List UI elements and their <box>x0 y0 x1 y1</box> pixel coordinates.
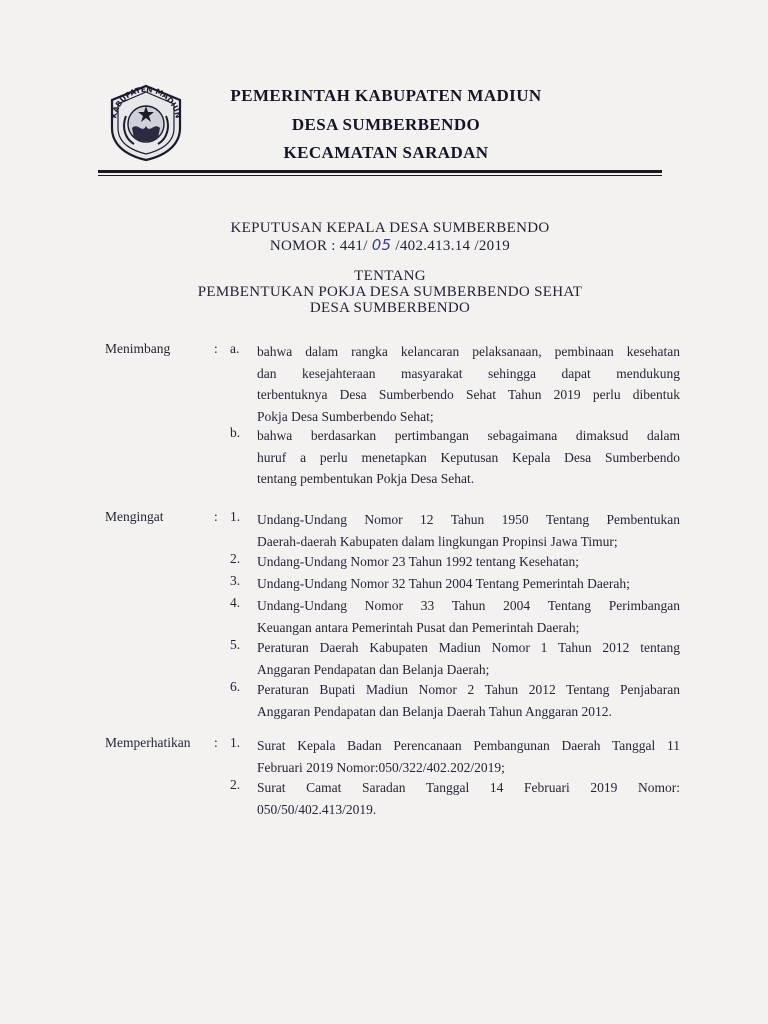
text-line: Undang-Undang Nomor 23 Tahun 1992 tentang Kesehatan; <box>257 554 579 569</box>
item-text <box>257 735 680 778</box>
text-line: Peraturan Daerah Kabupaten Madiun Nomor 1 Tahun 2012 tentang <box>257 640 680 655</box>
item-number: 2. <box>230 777 241 792</box>
decree-number-handwritten: 05 <box>371 236 392 254</box>
decree-title: KEPUTUSAN KEPALA DESA SUMBERBENDO <box>230 220 550 236</box>
decree-number <box>90 236 690 255</box>
text-line: Undang-Undang Nomor 33 Tahun 2004 Tentang Perimbangan <box>257 598 680 613</box>
letterhead-rule-thin <box>98 175 662 176</box>
text-line: Anggaran Pendapatan dan Belanja Daerah; <box>257 661 490 677</box>
text-line: Anggaran Pendapatan dan Belanja Daerah Tahun Anggaran 2012. <box>257 703 612 719</box>
item-text <box>257 637 680 680</box>
item-number: 4. <box>230 595 241 610</box>
decree-number-prefix: NOMOR : 441/ <box>269 238 368 254</box>
item-number: 6. <box>230 679 241 694</box>
item-number: 5. <box>230 637 241 652</box>
item-text <box>257 777 680 820</box>
logo-label: KABUPATEN MADIUN <box>109 84 183 120</box>
text-line: Daerah-daerah Kabupaten dalam lingkungan Propinsi Jawa Timur; <box>257 533 618 549</box>
section-colon: : <box>214 735 218 750</box>
letterhead-government: PEMERINTAH KABUPATEN MADIUN <box>230 86 542 105</box>
item-number: b. <box>230 425 241 440</box>
text-line: bahwa berdasarkan pertimbangan sebagaimana dimaksud dalam <box>257 428 680 443</box>
item-text <box>257 341 680 427</box>
decree-number-suffix: /402.413.14 /2019 <box>395 238 511 254</box>
letterhead-village: DESA SUMBERBENDO <box>291 115 481 134</box>
section-label: Menimbang <box>105 341 171 356</box>
text-line: Undang-Undang Nomor 32 Tahun 2004 Tentang Pemerintah Daerah; <box>257 576 630 591</box>
section-label: Mengingat <box>105 509 164 524</box>
item-text <box>257 425 680 490</box>
letterhead-district: KECAMATAN SARADAN <box>283 143 489 162</box>
item-number: 1. <box>230 735 241 750</box>
text-line: huruf a perlu menetapkan Keputusan Kepala Desa Sumberbendo <box>257 449 680 465</box>
item-number: 1. <box>230 509 241 524</box>
text-line: bahwa dalam rangka kelancaran pelaksanaan, pembinaan kesehatan <box>257 344 680 359</box>
item-number: a. <box>230 341 240 356</box>
text-line: 050/50/402.413/2019. <box>257 801 377 817</box>
text-line: Pokja Desa Sumberbendo Sehat; <box>257 408 434 424</box>
text-line: Februari 2019 Nomor:050/322/402.202/2019; <box>257 759 505 775</box>
item-number: 3. <box>230 573 241 588</box>
item-number: 2. <box>230 551 241 566</box>
text-line: Surat Kepala Badan Perencanaan Pembangunan Daerah Tanggal 11 <box>257 738 680 753</box>
item-text <box>257 573 680 595</box>
item-text <box>257 679 680 722</box>
text-line: Surat Camat Saradan Tanggal 14 Februari 2019 Nomor: <box>257 780 680 795</box>
section-label: Memperhatikan <box>105 735 191 750</box>
decree-subject-line-2: DESA SUMBERBENDO <box>309 300 471 316</box>
item-text <box>257 509 680 552</box>
text-line: Undang-Undang Nomor 12 Tahun 1950 Tentang Pembentukan <box>257 512 680 527</box>
decree-tentang: TENTANG <box>354 268 426 284</box>
text-line: tentang pembentukan Pokja Desa Sehat. <box>257 471 475 486</box>
item-text <box>257 551 680 573</box>
decree-subject-line-1: PEMBENTUKAN POKJA DESA SUMBERBENDO SEHAT <box>197 284 583 300</box>
text-line: Keuangan antara Pemerintah Pusat dan Pemerintah Daerah; <box>257 619 580 635</box>
letterhead-rule-thick <box>98 170 662 173</box>
text-line: terbentuknya Desa Sumberbendo Sehat Tahun 2019 perlu dibentuk <box>257 387 680 402</box>
item-text <box>257 595 680 638</box>
section-colon: : <box>214 509 218 524</box>
text-line: Peraturan Bupati Madiun Nomor 2 Tahun 2012 Tentang Penjabaran <box>257 682 680 697</box>
text-line: dan kesejahteraan masyarakat sehingga dapat mendukung <box>257 365 680 381</box>
section-colon: : <box>214 341 218 356</box>
